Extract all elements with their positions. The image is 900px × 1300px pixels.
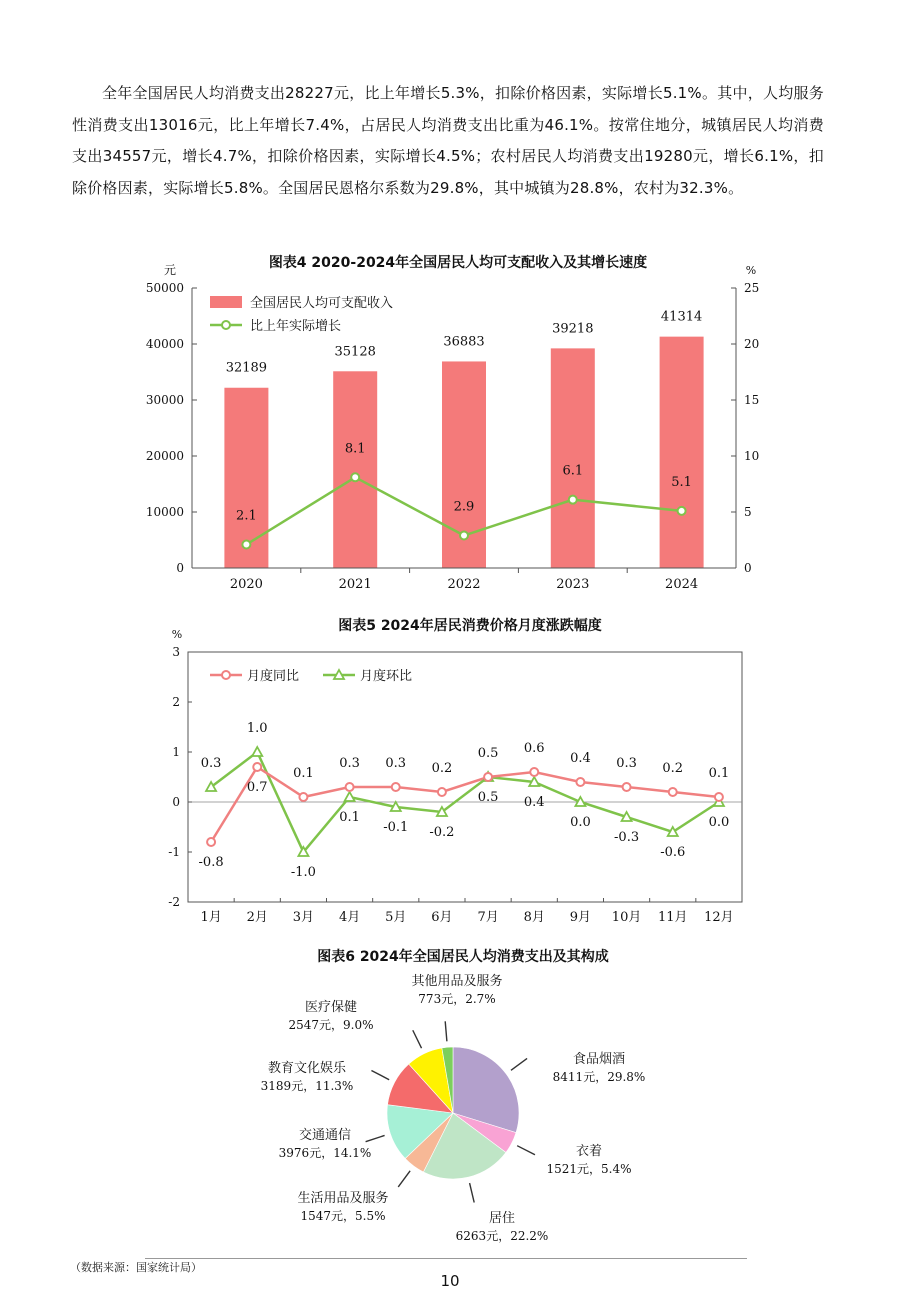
chart4-x-tick-label: 2021 [338, 577, 372, 592]
chart5-x-tick-label: 3月 [292, 910, 315, 925]
chart5-yoy-label: 0.2 [662, 761, 684, 776]
chart5-x-tick-label: 4月 [338, 910, 361, 925]
chart5-y-tick-label: 2 [172, 695, 180, 709]
chart5-yoy-point [253, 763, 261, 771]
chart4-y2-tick-label: 25 [744, 281, 760, 295]
chart4-growth-point [242, 540, 250, 548]
chart4-growth-label: 8.1 [344, 441, 366, 457]
chart4-legend-bar-label: 全国居民人均可支配收入 [250, 296, 394, 311]
chart5-legend-yoy-marker [222, 671, 230, 679]
chart6-leader-line [413, 1030, 422, 1048]
chart4-growth-point [351, 473, 359, 481]
footer-separator [145, 1258, 747, 1259]
chart4-growth-label: 5.1 [671, 474, 692, 490]
chart4-x-tick-label: 2023 [556, 577, 590, 592]
chart4-y-tick-label: 40000 [145, 337, 184, 351]
chart5-mom-point [529, 777, 539, 786]
chart4-growth-point [678, 507, 686, 515]
chart6-slice-value: 6263元，22.2% [455, 1229, 549, 1243]
chart5-mom-label: -1.0 [290, 865, 316, 880]
chart5-mom-label: -0.1 [383, 820, 409, 835]
chart6-slice-name: 衣着 [575, 1144, 603, 1159]
chart4-legend-bar-swatch [210, 296, 242, 308]
chart4-bar [660, 337, 704, 568]
chart4-bar-label: 36883 [443, 334, 485, 350]
chart4-x-tick-label: 2022 [447, 577, 481, 592]
chart4-y-tick-label: 50000 [145, 281, 184, 295]
chart6-svg [145, 930, 755, 1255]
chart5-x-tick-label: 11月 [657, 910, 688, 925]
chart5-yoy-point [530, 768, 538, 776]
chart5-yoy-line [211, 767, 719, 842]
chart4-bar-label: 41314 [660, 309, 703, 325]
chart5-yoy-point [207, 838, 215, 846]
chart6-slice-name: 生活用品及服务 [297, 1191, 389, 1206]
chart6-container [145, 930, 755, 1259]
chart6-leader-line [371, 1070, 389, 1079]
chart6-leader-line [366, 1135, 385, 1141]
chart5-yoy-point [346, 783, 354, 791]
chart5-x-tick-label: 1月 [200, 910, 222, 925]
chart5-mom-label: 0.4 [523, 795, 545, 810]
chart5-yoy-label: 0.3 [385, 756, 407, 771]
chart4-legend-line-marker [222, 321, 230, 329]
chart4-svg [140, 248, 790, 598]
chart5-yoy-point [669, 788, 677, 796]
chart4-y2-tick-label: 10 [744, 449, 760, 463]
chart5-yoy-label: 0.3 [339, 756, 360, 771]
chart6-slice-name: 居住 [488, 1211, 516, 1226]
chart5-mom-point [575, 797, 585, 806]
chart5-y-unit: % [171, 628, 183, 641]
chart5-x-tick-label: 12月 [704, 910, 734, 925]
chart4-y-tick-label: 30000 [145, 393, 184, 407]
chart6-leader-line [445, 1021, 447, 1041]
chart5-y-tick-label: -1 [168, 845, 180, 859]
chart4-growth-label: 2.1 [236, 508, 257, 524]
chart4-y2-tick-label: 0 [744, 561, 752, 575]
chart4-legend [210, 295, 393, 334]
chart5-x-tick-label: 9月 [569, 910, 592, 925]
chart4-y2-tick-label: 15 [744, 393, 760, 407]
chart5-mom-label: 0.0 [708, 815, 730, 830]
chart5-mom-label: -0.6 [660, 845, 686, 860]
chart5-yoy-point [392, 783, 400, 791]
chart6-slice-name: 食品烟酒 [572, 1052, 626, 1067]
chart4-y-tick-label: 20000 [145, 449, 184, 463]
chart4-x-tick-label: 2024 [665, 577, 699, 592]
chart5-yoy-point [484, 773, 492, 781]
chart5-yoy-label: -0.8 [198, 855, 224, 870]
chart4-growth-label: 2.9 [453, 499, 475, 515]
chart4-legend-line-label: 比上年实际增长 [250, 319, 342, 334]
chart5-yoy-label: 0.5 [477, 746, 499, 761]
chart5-title: 图表5 2024年居民消费价格月度涨跌幅度 [338, 618, 602, 634]
chart5-mom-point [622, 812, 632, 821]
chart4-bar [333, 371, 377, 568]
chart5-mom-label: 1.0 [246, 721, 268, 736]
chart5-svg [155, 600, 755, 930]
chart4-y2-unit: % [745, 264, 757, 277]
chart5-mom-label: -0.3 [614, 830, 640, 845]
chart5-mom-label: 0.0 [570, 815, 591, 830]
chart6-slice-value: 3189元，11.3% [260, 1079, 354, 1093]
chart6-slice-value: 773元，2.7% [418, 992, 496, 1006]
paragraph-text: 全年全国居民人均消费支出28227元，比上年增长5.3%，扣除价格因素，实际增长5.1%。其中，人均服务性消费支出13016元，比上年增长7.4%，占居民人均消费支出比重为46.1%。按常住地分，城镇居民人均消费支出34557元，增长4.7%，扣除价格因素，实际增长4.5%；农村居民人均消费支出19280元，增长6.1%，扣除价格因素，实际增长5.8%。全国居民恩格尔系数为29.8%，其中城镇为28.8%，农村为32.3%。 [72, 84, 824, 197]
chart5-yoy-label: 0.7 [246, 780, 268, 795]
chart5-x-tick-label: 2月 [246, 910, 268, 925]
chart4-y-tick-label: 10000 [145, 505, 184, 519]
chart5-container [155, 600, 755, 934]
chart6-title: 图表6 2024年全国居民人均消费支出及其构成 [317, 949, 609, 965]
chart6-slice-name: 教育文化娱乐 [267, 1061, 347, 1076]
chart5-yoy-point [623, 783, 631, 791]
chart4-x-tick-label: 2020 [229, 577, 263, 592]
chart4-growth-point [460, 532, 468, 540]
chart5-legend-mom-marker [334, 670, 344, 679]
data-source-note: （数据来源：国家统计局） [70, 1261, 202, 1274]
chart4-bar-label: 39218 [552, 321, 594, 337]
chart6-leader-line [470, 1183, 475, 1202]
chart5-legend-mom-label: 月度环比 [360, 669, 413, 684]
chart4-y2-tick-label: 5 [744, 505, 752, 519]
chart4-bar [551, 348, 595, 568]
chart5-yoy-label: 0.2 [431, 761, 453, 776]
chart5-x-tick-label: 10月 [611, 910, 642, 925]
chart4-growth-point [569, 496, 577, 504]
chart5-mom-label: -0.2 [429, 825, 455, 840]
chart5-yoy-point [576, 778, 584, 786]
chart4-y-tick-label: 0 [176, 561, 184, 575]
chart5-yoy-label: 0.3 [616, 756, 637, 771]
chart5-yoy-point [438, 788, 446, 796]
chart5-yoy-label: 0.1 [708, 766, 730, 781]
chart5-mom-label: 0.3 [200, 756, 222, 771]
chart6-leader-line [398, 1171, 410, 1187]
chart6-slice-value: 1521元，5.4% [546, 1162, 632, 1176]
chart5-x-tick-label: 5月 [385, 910, 407, 925]
chart5-legend [210, 668, 412, 684]
chart4-y2-tick-label: 20 [744, 337, 760, 351]
chart4-bar-label: 32189 [225, 360, 268, 376]
chart6-slice-value: 3976元，14.1% [278, 1146, 372, 1160]
chart5-yoy-label: 0.1 [293, 766, 314, 781]
chart5-mom-label: 0.1 [339, 810, 360, 825]
chart5-legend-yoy-label: 月度同比 [247, 669, 300, 684]
chart5-mom-point [391, 802, 401, 811]
chart5-mom-label: 0.5 [477, 790, 499, 805]
chart4-growth-label: 6.1 [562, 463, 584, 479]
chart5-yoy-label: 0.6 [523, 741, 545, 756]
chart4-container [140, 248, 790, 602]
chart5-yoy-point [715, 793, 723, 801]
chart5-y-tick-label: 1 [172, 745, 180, 759]
chart6-slice-value: 8411元，29.8% [552, 1070, 646, 1084]
body-paragraph [72, 78, 824, 204]
chart5-mom-point [252, 747, 262, 756]
chart6-slice-name: 交通通信 [298, 1128, 352, 1143]
chart6-leader-line [517, 1146, 535, 1155]
chart4-title: 图表4 2020-2024年全国居民人均可支配收入及其增长速度 [268, 255, 648, 271]
chart6-slice-value: 2547元，9.0% [288, 1018, 374, 1032]
chart5-x-tick-label: 6月 [431, 910, 453, 925]
chart5-x-tick-label: 7月 [477, 910, 499, 925]
chart6-slice-value: 1547元，5.5% [300, 1209, 386, 1223]
chart5-y-tick-label: -2 [168, 895, 180, 909]
chart5-y-tick-label: 0 [172, 795, 180, 809]
chart4-bar-label: 35128 [334, 344, 376, 360]
chart6-leader-line [511, 1058, 527, 1070]
chart5-mom-point [345, 792, 355, 801]
chart6-slice-name: 医疗保健 [304, 1000, 358, 1015]
chart5-yoy-point [299, 793, 307, 801]
page-number: 10 [440, 1272, 460, 1290]
chart4-y-unit: 元 [163, 263, 177, 277]
chart5-y-tick-label: 3 [172, 645, 180, 659]
chart5-x-tick-label: 8月 [523, 910, 545, 925]
chart5-yoy-label: 0.4 [570, 751, 591, 766]
chart6-slice-name: 其他用品及服务 [411, 974, 503, 989]
